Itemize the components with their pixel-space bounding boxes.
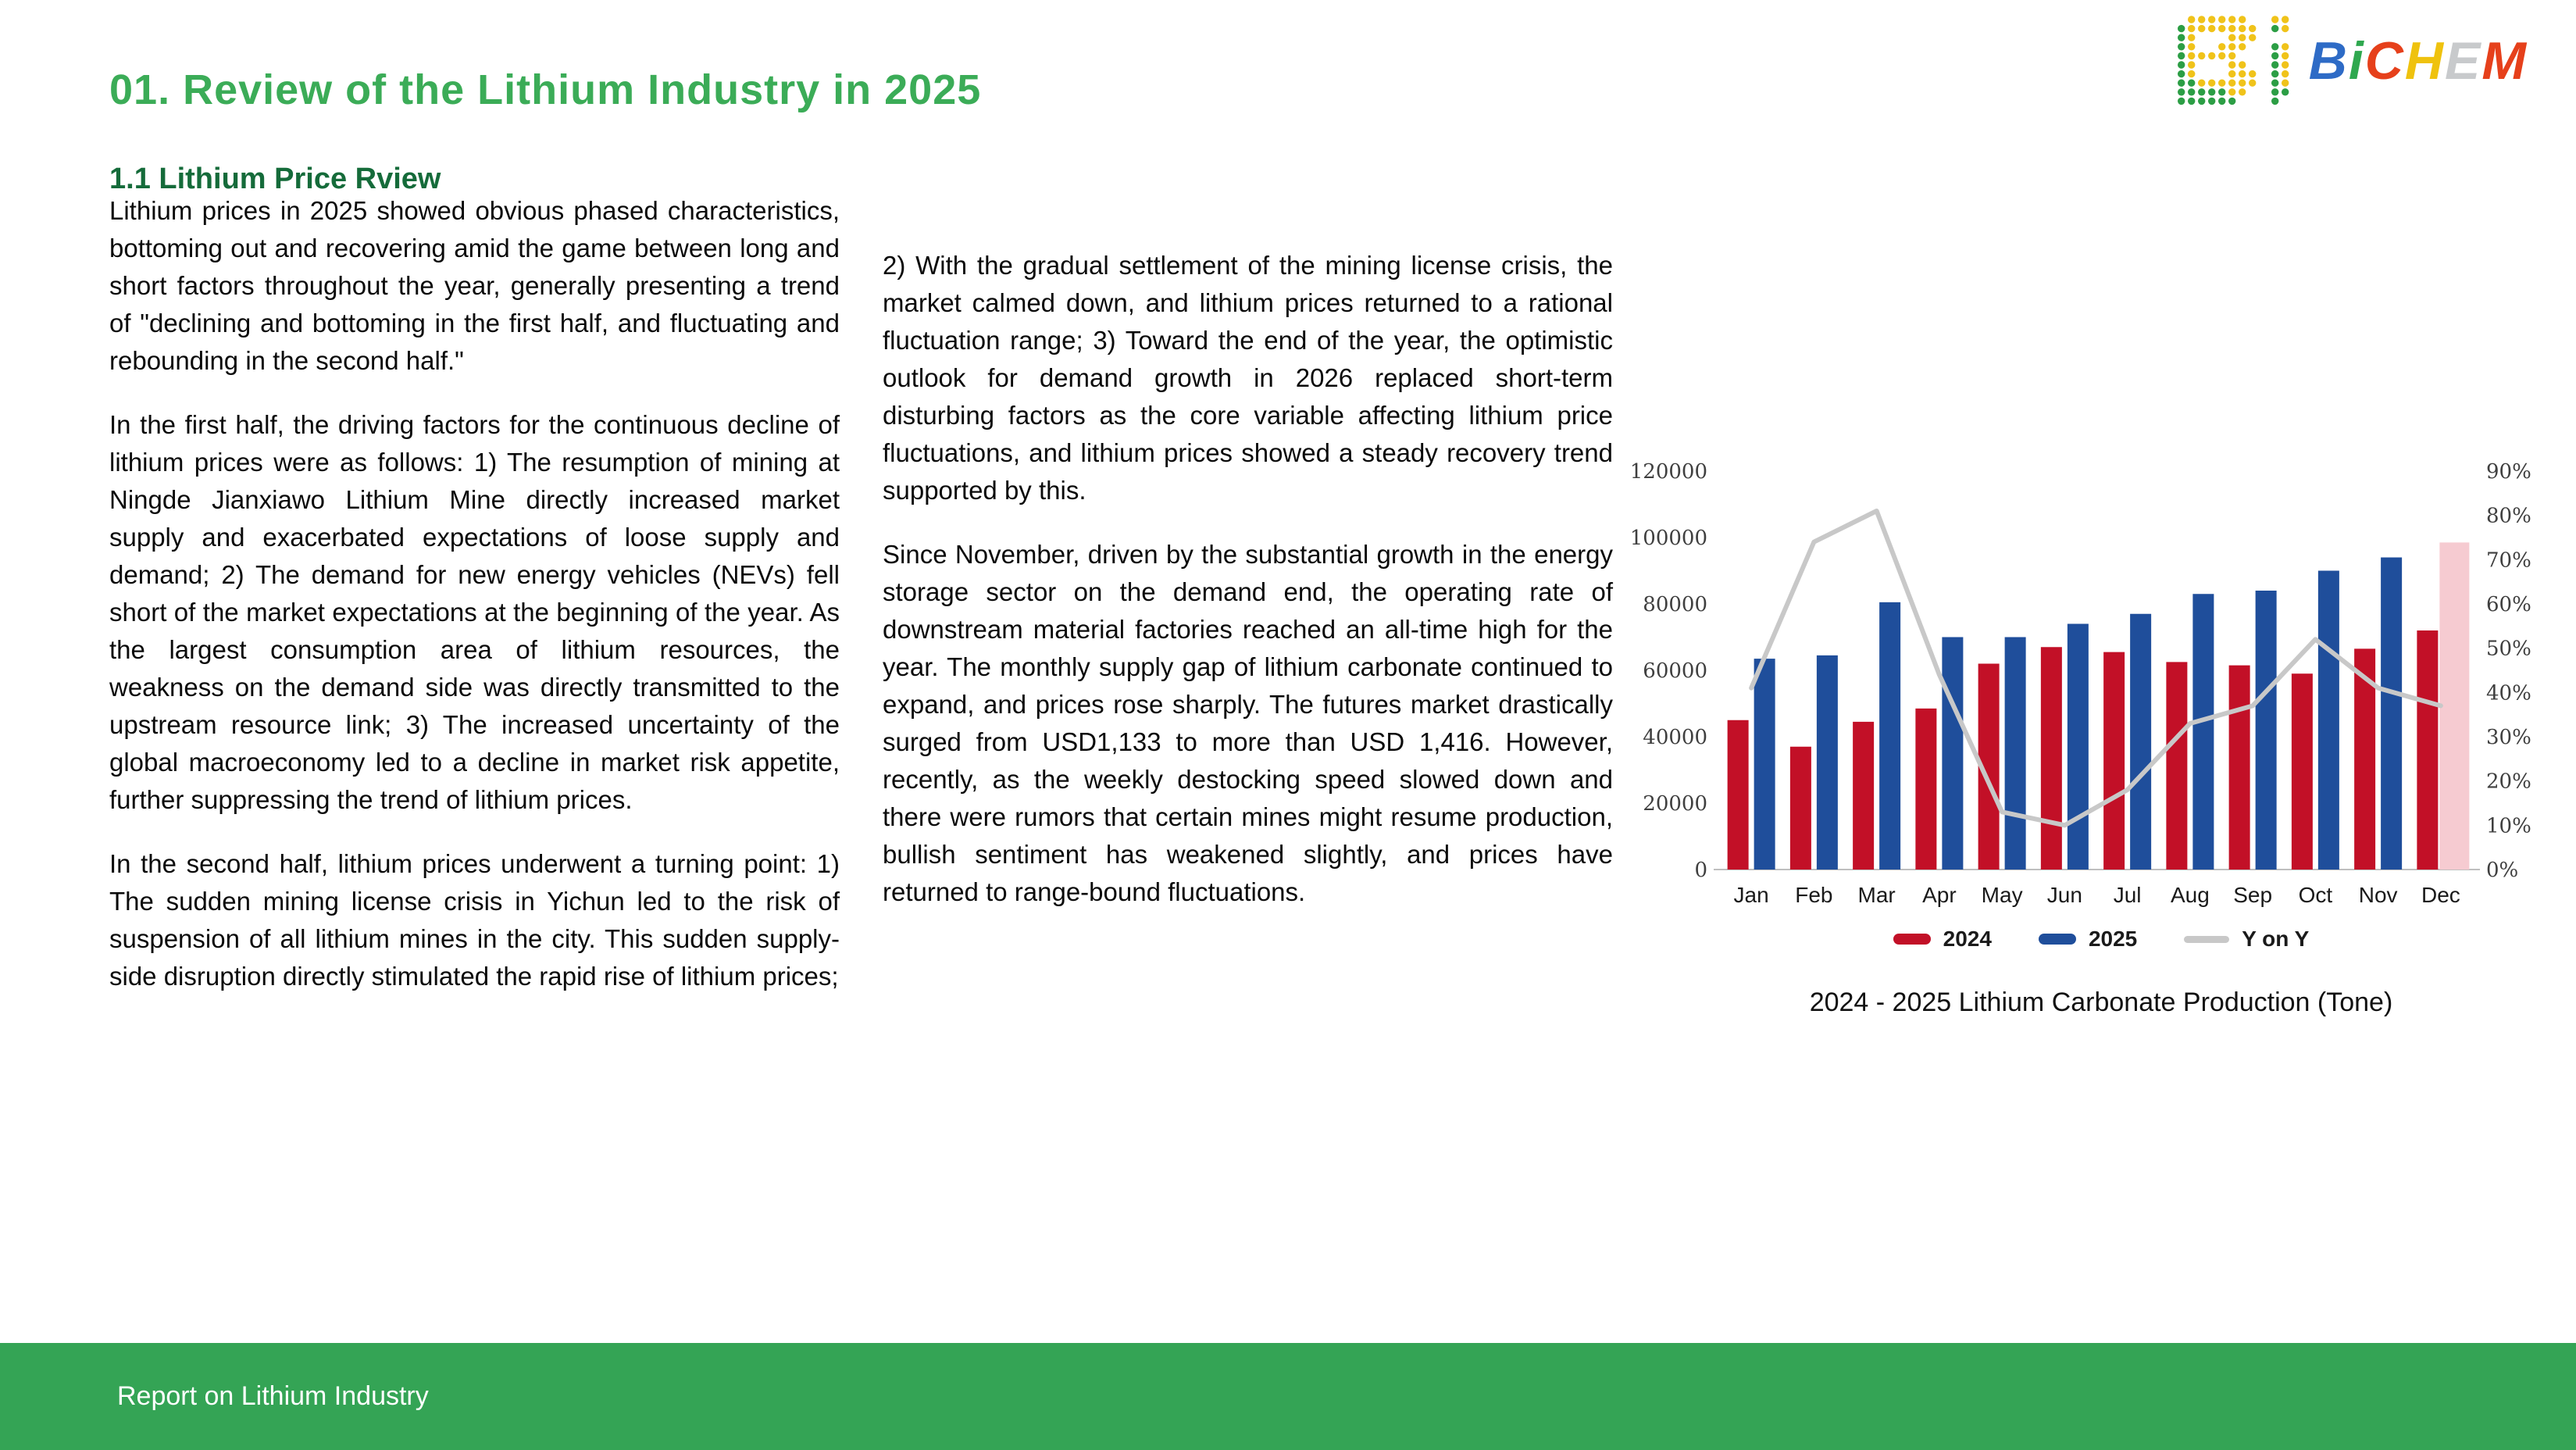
svg-text:80%: 80% <box>2486 504 2531 528</box>
legend-label: Y on Y <box>2242 927 2310 951</box>
svg-text:Mar: Mar <box>1857 883 1896 907</box>
svg-text:Feb: Feb <box>1795 883 1833 907</box>
svg-text:Aug: Aug <box>2170 883 2210 907</box>
text-column-1 <box>109 192 840 1022</box>
paragraph: In the first half, the driving factors for the continuous decline of lithium prices were as follows: 1) The resumption of mining at Ningde Jianxiawo Lithium Mine directly increased market supply and exacerbated expectations of loose supply and demand; 2) The demand for new energy vehicles (NEVs) fell short of the market expectations at the beginning of the year. As the largest consumption area of lithium resources, the weakness on the demand side was directly transmitted to the upstream resource link; 3) The increased uncertainty of the global macroeconomy led to a decline in market risk appetite, further suppressing the trend of lithium prices. <box>109 410 840 814</box>
production-chart-svg <box>1632 449 2570 918</box>
logo-letter: H <box>2404 31 2445 91</box>
section-heading: 1.1 Lithium Price Rview <box>109 162 441 195</box>
legend-item <box>1893 927 1992 952</box>
svg-text:Sep: Sep <box>2233 883 2273 907</box>
chart-legend <box>1632 927 2570 952</box>
paragraph: Lithium prices in 2025 showed obvious phased characteristics, bottoming out and recovering amid the game between long and short factors throughout the year, generally presenting a trend of "declining and bottoming in the first half, and fluctuating and rebounding in the second half." <box>109 196 840 375</box>
svg-text:10%: 10% <box>2486 814 2531 838</box>
text-column-2 <box>883 247 1613 938</box>
svg-text:60%: 60% <box>2486 593 2531 616</box>
bichem-logo <box>2176 17 2528 105</box>
legend-label: 2024 <box>1943 927 1992 951</box>
svg-text:20%: 20% <box>2486 770 2531 794</box>
logo-letter: M <box>2481 31 2528 91</box>
chart-caption: 2024 - 2025 Lithium Carbonate Production (Tone) <box>1809 988 2393 1017</box>
production-chart <box>1632 449 2570 1018</box>
logo-letter: C <box>2364 31 2405 91</box>
footer-label: Report on Lithium Industry <box>117 1381 429 1411</box>
svg-text:Jun: Jun <box>2046 883 2082 907</box>
svg-text:80000: 80000 <box>1643 593 1707 616</box>
svg-text:0: 0 <box>1694 859 1707 882</box>
paragraph: In the second half, lithium prices underwent a turning point: 1) The sudden mining license crisis in Yichun led to the risk of suspension of all lithium mines in the city. This sudden supply-side disruption directly stimulated the rapid rise of lithium prices; <box>109 849 840 991</box>
paragraph: 2) With the gradual settlement of the mining license crisis, the market calmed down, and lithium prices returned to a rational fluctuation range; 3) Toward the end of the year, the optimistic outlook for demand growth in 2026 replaced short-term disturbing factors as the core variable affecting lithium price fluctuations, and lithium prices showed a steady recovery trend supported by this. <box>883 251 1613 505</box>
legend-item <box>2184 927 2309 952</box>
paragraph: Since November, driven by the substantial growth in the energy storage sector on the demand end, the operating rate of downstream material factories reached an all-time high for the year. The monthly supply gap of lithium carbonate continued to expand, and prices rose sharply. The futures market drastically surged from USD1,133 to more than USD 1,416. However, recently, as the weekly destocking speed slowed down and there were rumors that certain mines might resume production, bullish sentiment has weakened slightly, and prices have returned to range-bound fluctuations. <box>883 540 1613 906</box>
svg-text:60000: 60000 <box>1643 659 1707 683</box>
svg-text:Jan: Jan <box>1733 883 1769 907</box>
svg-text:90%: 90% <box>2486 460 2531 484</box>
svg-text:Oct: Oct <box>2298 883 2333 907</box>
svg-text:0%: 0% <box>2486 859 2519 882</box>
svg-text:30%: 30% <box>2486 726 2531 749</box>
page-title: 01. Review of the Lithium Industry in 2025 <box>109 66 982 114</box>
svg-text:May: May <box>1981 883 2023 907</box>
logo-letter: E <box>2444 31 2482 91</box>
svg-text:50%: 50% <box>2486 637 2531 661</box>
svg-text:Dec: Dec <box>2421 883 2460 907</box>
logo-letter: i <box>2348 31 2365 91</box>
svg-text:70%: 70% <box>2486 548 2531 573</box>
svg-text:40000: 40000 <box>1643 726 1707 749</box>
legend-swatch <box>2184 936 2229 943</box>
legend-swatch <box>1893 934 1931 945</box>
legend-item <box>2039 927 2137 952</box>
bichem-wordmark <box>2309 30 2528 91</box>
logo-letter: B <box>2308 31 2349 91</box>
svg-text:Nov: Nov <box>2358 883 2398 907</box>
svg-text:Apr: Apr <box>1922 883 1957 907</box>
svg-text:120000: 120000 <box>1632 460 1707 484</box>
bichem-dot-matrix-icon <box>2176 15 2293 107</box>
footer-bar <box>0 1343 2576 1450</box>
svg-text:40%: 40% <box>2486 681 2531 705</box>
svg-text:100000: 100000 <box>1632 527 1707 550</box>
legend-label: 2025 <box>2088 927 2138 951</box>
legend-swatch <box>2039 934 2076 945</box>
svg-text:20000: 20000 <box>1643 792 1707 816</box>
svg-text:Jul: Jul <box>2113 883 2142 907</box>
